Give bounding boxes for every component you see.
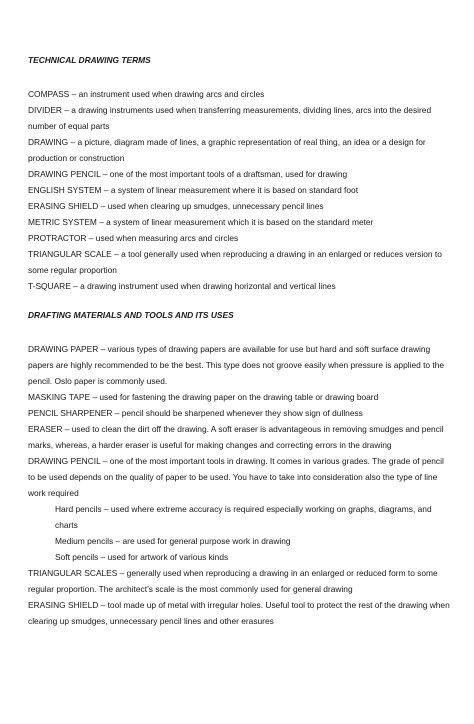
pencil-type-hard: Hard pencils – used where extreme accuracy is required especially working on graphs, diagrams, and charts bbox=[55, 504, 432, 530]
term-compass: COMPASS – an instrument used when drawing arcs and circles bbox=[28, 89, 265, 99]
section-heading: TECHNICAL DRAWING TERMS bbox=[28, 55, 151, 65]
document-page bbox=[28, 52, 453, 629]
item-triangular-scales: TRIANGULAR SCALES – generally used when reproducing a drawing in an enlarged or reduced form to some regular proportion. The architect’s scale is the most commonly used for general drawing bbox=[28, 568, 438, 594]
pencil-type-soft: Soft pencils – used for artwork of various kinds bbox=[55, 552, 229, 562]
term-divider: DIVIDER – a drawing instruments used when transferring measurements, dividing lines, arcs into the desired number of equal parts bbox=[28, 105, 432, 131]
item-masking-tape: MASKING TAPE – used for fastening the drawing paper on the drawing table or drawing board bbox=[28, 392, 379, 402]
term-drawing: DRAWING – a picture, diagram made of lines, a graphic representation of real thing, an idea or a design for production or construction bbox=[28, 137, 426, 163]
item-eraser: ERASER – used to clean the dirt off the drawing. A soft eraser is advantageous in removing smudges and pencil marks, whereas, a harder eraser is useful for making changes and correcting errors in the drawing bbox=[28, 424, 444, 450]
term-metric-system: METRIC SYSTEM – a system of linear measurement which it is based on the standard meter bbox=[28, 217, 374, 227]
item-erasing-shield: ERASING SHIELD – tool made up of metal with irregular holes. Useful tool to protect the rest of the drawing when clearing up smudges, unnecessary pencil lines and other erasures bbox=[28, 600, 450, 626]
term-t-square: T-SQUARE – a drawing instrument used when drawing horizontal and vertical lines bbox=[28, 281, 336, 291]
term-drawing-pencil: DRAWING PENCIL – one of the most important tools of a draftsman, used for drawing bbox=[28, 169, 348, 179]
drafting-materials-section bbox=[28, 307, 453, 629]
pencil-type-medium: Medium pencils – are used for general purpose work in drawing bbox=[55, 536, 291, 546]
term-protractor: PROTRACTOR – used when measuring arcs and circles bbox=[28, 233, 239, 243]
item-pencil-sharpener: PENCIL SHARPENER – pencil should be sharpened whenever they show sign of dullness bbox=[28, 408, 363, 418]
item-drawing-pencil: DRAWING PENCIL – one of the most important tools in drawing. It comes in various grades. The grade of pencil to be used depends on the quality of paper to be used. You have to take into consideration also the type of line work required bbox=[28, 456, 444, 498]
technical-drawing-terms-section bbox=[28, 52, 453, 294]
term-erasing-shield: ERASING SHIELD – used when clearing up smudges, unnecessary pencil lines bbox=[28, 201, 324, 211]
section-heading: DRAFTING MATERIALS AND TOOLS AND ITS USES bbox=[28, 310, 234, 320]
term-english-system: ENGLISH SYSTEM – a system of linear measurement where it is based on standard foot bbox=[28, 185, 359, 195]
item-drawing-paper: DRAWING PAPER – various types of drawing papers are available for use but hard and soft surface drawing papers are highly recommended to be the best. This type does not groove easily when pressure is applied to the pencil. Oslo paper is commonly used. bbox=[28, 344, 445, 386]
term-triangular-scale: TRIANGULAR SCALE – a tool generally used when reproducing a drawing in an enlarged or reduces version to some regular proportion bbox=[28, 249, 442, 275]
